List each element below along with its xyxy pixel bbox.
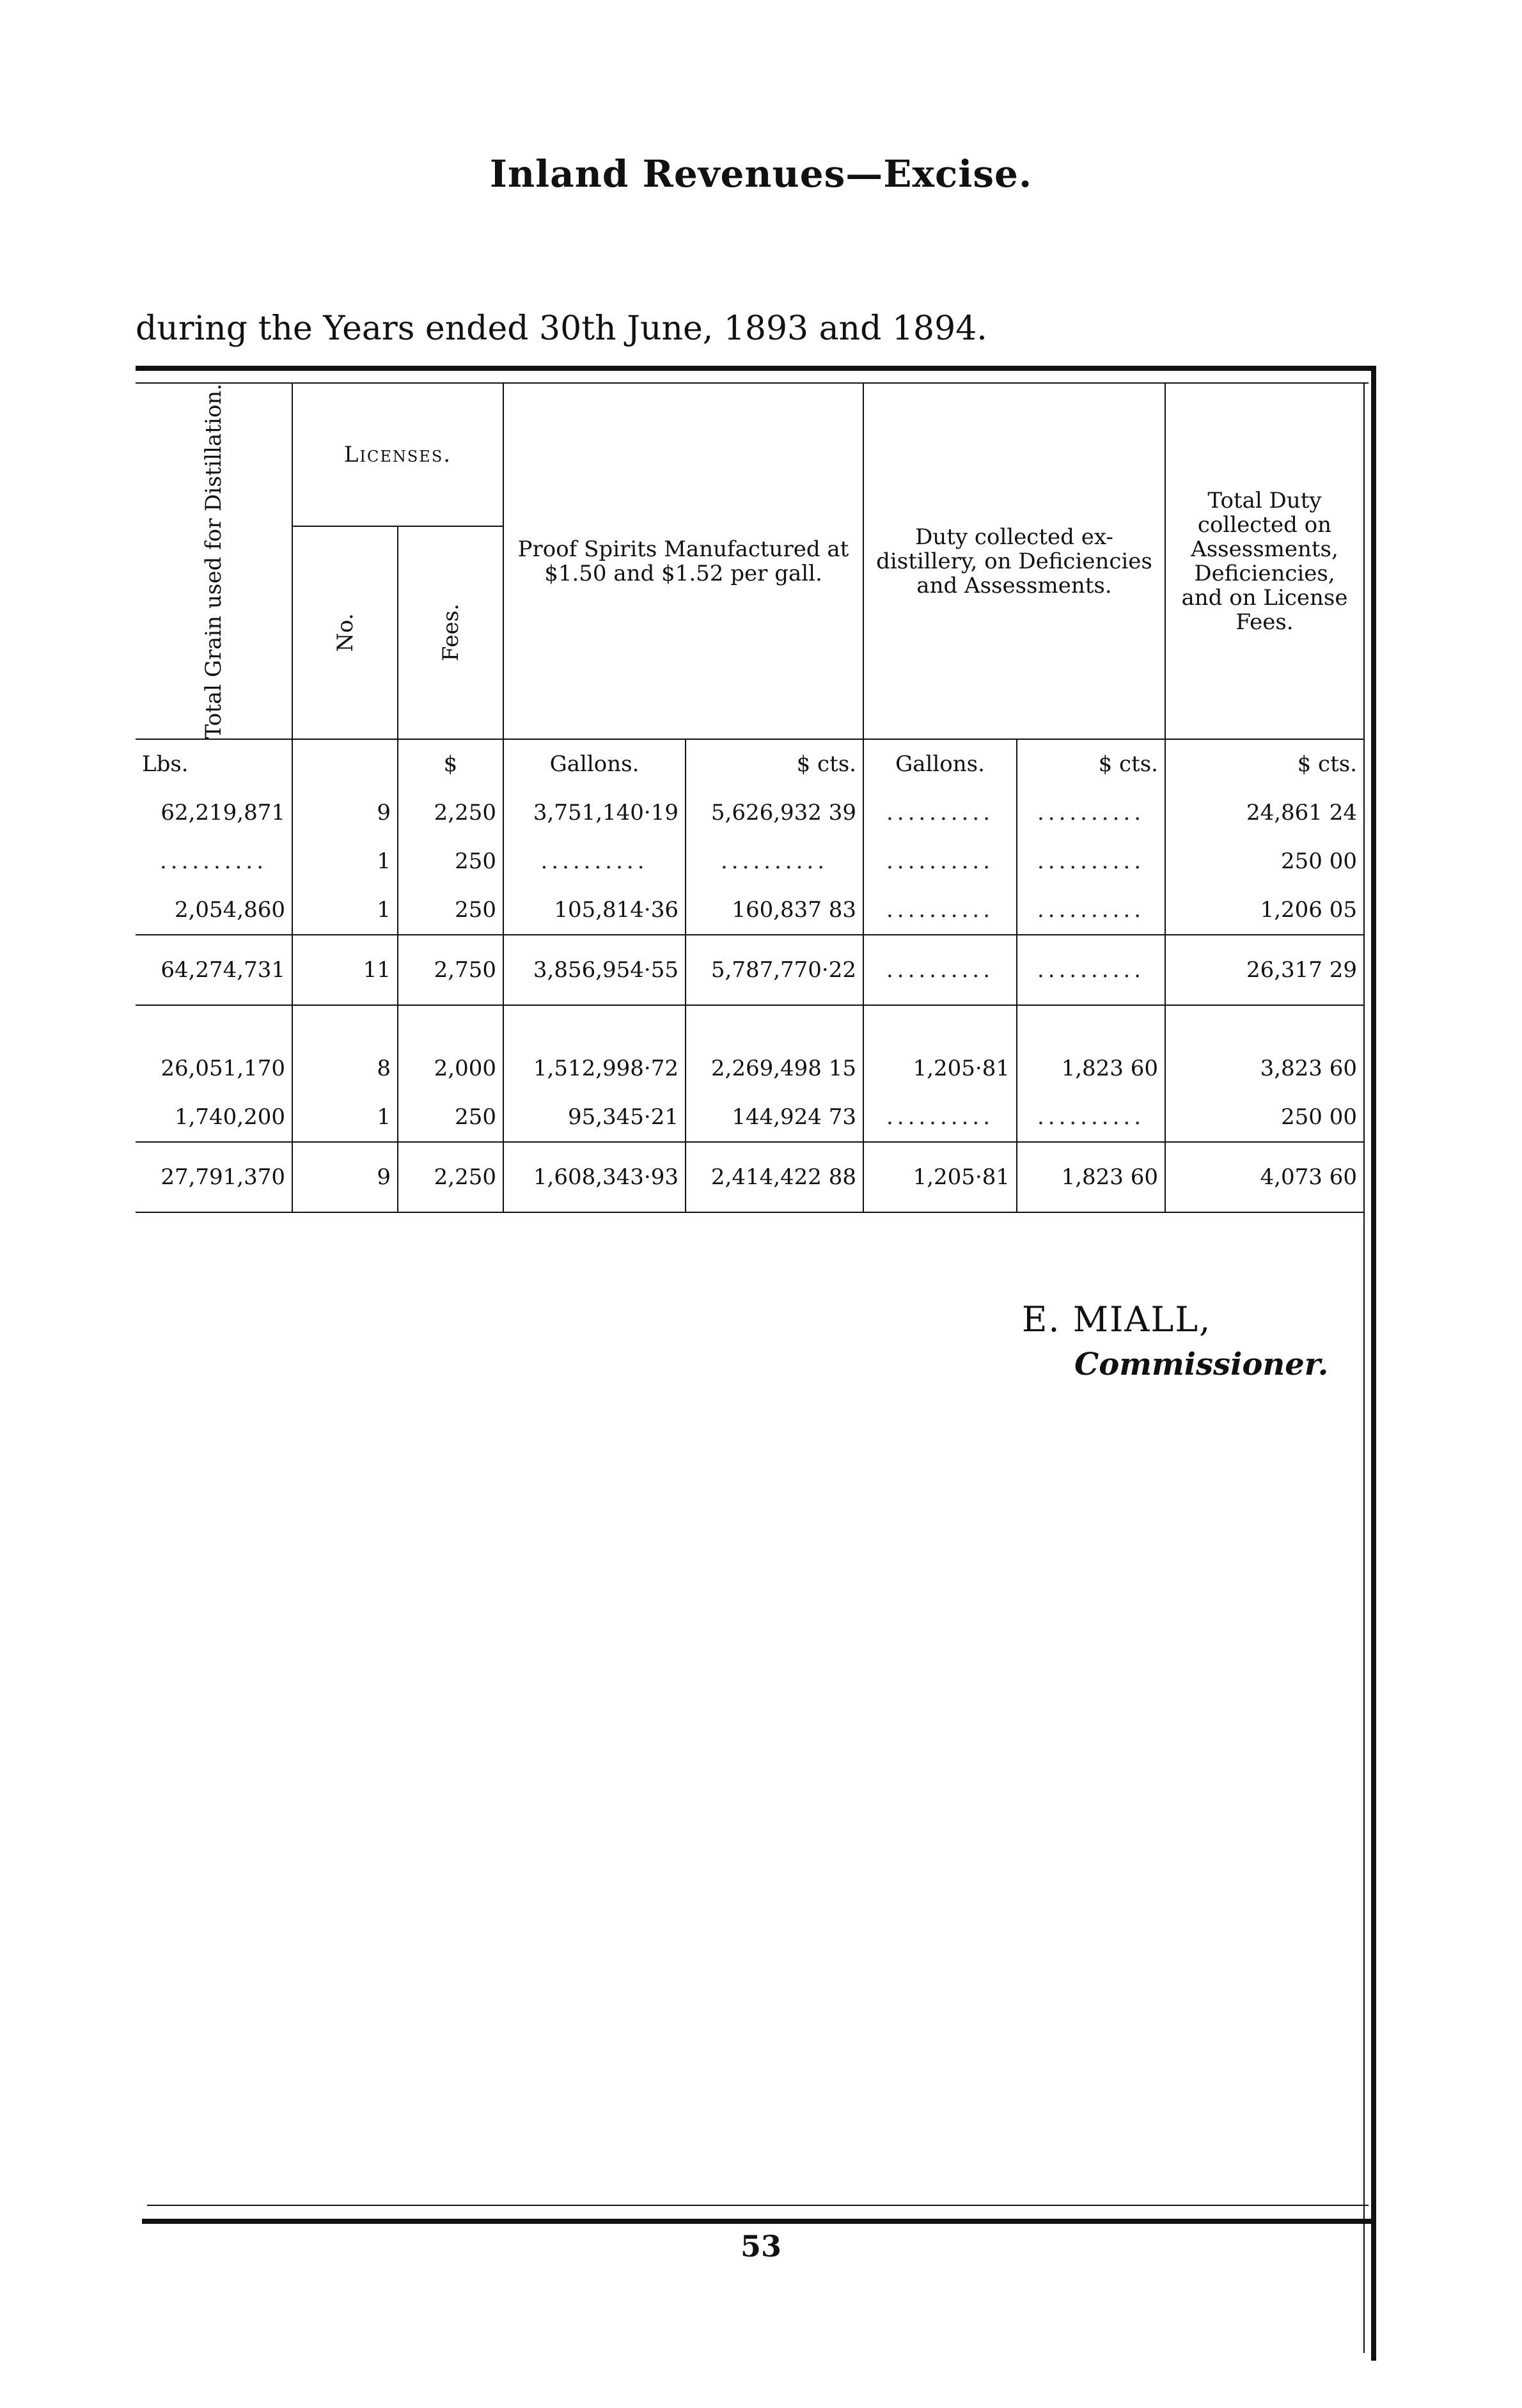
right-rule-thin: [1363, 384, 1365, 2353]
cell-no: 1: [292, 1093, 398, 1142]
cell-no: 9: [292, 1142, 398, 1212]
total-row-1893: [136, 935, 1363, 1005]
section-gap: [136, 1005, 1363, 1044]
table-row: [136, 837, 1363, 886]
page-number: 53: [740, 2229, 781, 2263]
cell-gallons: 105,814·36: [503, 886, 686, 935]
grain-header-text: Total Grain used for Distillation.: [201, 384, 226, 739]
cell-dollars: 5,626,932 39: [686, 788, 863, 837]
page-title: Inland Revenues—Excise.: [489, 152, 1033, 196]
cell-dollars: 160,837 83: [686, 886, 863, 935]
cell-duty-gallons: ..........: [863, 935, 1017, 1005]
cell-gallons: 95,345·21: [503, 1093, 686, 1142]
cell-grain: 26,051,170: [161, 1056, 285, 1082]
gap-cell: [503, 1005, 686, 1044]
gap-cell: [1165, 1005, 1363, 1044]
total-duty-header: Total Duty collected on Assessments, Deficiencies, and on License Fees.: [1165, 384, 1363, 739]
cell-fees: 2,750: [398, 935, 503, 1005]
cell-dollars: 144,924 73: [686, 1093, 863, 1142]
unit-duty-gallons: Gallons.: [863, 739, 1017, 788]
unit-dollars: $ cts.: [686, 739, 863, 788]
cell-duty-gallons: ..........: [863, 837, 1017, 886]
cell-duty-dollars: ..........: [1017, 886, 1165, 935]
cell-gallons: 3,856,954·55: [503, 935, 686, 1005]
top-rule: [136, 366, 1376, 371]
cell-duty-gallons: ..........: [863, 886, 1017, 935]
cell-total: 3,823 60: [1165, 1044, 1363, 1093]
units-row: [136, 739, 1363, 788]
cell-fees: 2,250: [398, 788, 503, 837]
cell-duty-gallons: 1,205·81: [863, 1142, 1017, 1212]
cell-total: 4,073 60: [1165, 1142, 1363, 1212]
cell-grain: 2,054,860: [136, 886, 292, 935]
cell-no: 11: [292, 935, 398, 1005]
unit-no-blank: [292, 739, 398, 788]
fees-header-text: Fees.: [437, 604, 464, 662]
cell-fees: 250: [398, 837, 503, 886]
no-header-text: No.: [332, 613, 358, 652]
cell-fees: 2,000: [398, 1044, 503, 1093]
duty-collected-header: Duty collected ex-distillery, on Deficiencies and Assessments.: [863, 384, 1165, 739]
gap-cell: [1017, 1005, 1165, 1044]
unit-lbs: Lbs.: [142, 751, 189, 778]
cell-duty-gallons: ..........: [863, 1093, 1017, 1142]
cell-total: 250 00: [1165, 1093, 1363, 1142]
licenses-header: Licenses.: [292, 384, 503, 526]
total-row-1894: [136, 1142, 1363, 1212]
cell-grain: 62,219,871: [161, 800, 285, 826]
table-row: [136, 1093, 1363, 1142]
bottom-rule-thin: [147, 2205, 1369, 2206]
proof-spirits-header: Proof Spirits Manufactured at $1.50 and $1.52 per gall.: [503, 384, 863, 739]
no-header: [292, 526, 398, 740]
unit-duty-dollars: $ cts.: [1017, 739, 1165, 788]
gap-cell: [292, 1005, 398, 1044]
table-row: [136, 788, 1363, 837]
cell-duty-gallons: 1,205·81: [863, 1044, 1017, 1093]
fees-header: [398, 526, 503, 740]
cell-dollars: 2,414,422 88: [686, 1142, 863, 1212]
table-row: [136, 886, 1363, 935]
gap-cell: [686, 1005, 863, 1044]
gap-cell: [398, 1005, 503, 1044]
cell-gallons: ..........: [503, 837, 686, 886]
cell-no: 9: [292, 788, 398, 837]
table-row: [136, 1044, 1363, 1093]
grain-header: [136, 384, 292, 739]
cell-dollars: 5,787,770·22: [686, 935, 863, 1005]
unit-gallons: Gallons.: [503, 739, 686, 788]
cell-duty-dollars: ..........: [1017, 837, 1165, 886]
cell-total: 26,317 29: [1165, 935, 1363, 1005]
cell-grain: ..........: [159, 848, 268, 875]
right-rule: [1371, 366, 1376, 2361]
cell-dollars: ..........: [686, 837, 863, 886]
cell-total: 24,861 24: [1165, 788, 1363, 837]
cell-total: 1,206 05: [1165, 886, 1363, 935]
unit-total-dollars: $ cts.: [1165, 739, 1363, 788]
cell-no: 1: [292, 886, 398, 935]
cell-total: 250 00: [1165, 837, 1363, 886]
cell-fees: 250: [398, 1093, 503, 1142]
cell-no: 1: [292, 837, 398, 886]
cell-grain: 1,740,200: [136, 1093, 292, 1142]
cell-duty-dollars: ..........: [1017, 788, 1165, 837]
gap-cell: [136, 1005, 292, 1044]
cell-duty-dollars: 1,823 60: [1017, 1142, 1165, 1212]
cell-no: 8: [292, 1044, 398, 1093]
cell-grain: 27,791,370: [136, 1142, 292, 1212]
cell-duty-dollars: ..........: [1017, 935, 1165, 1005]
table-subtitle: during the Years ended 30th June, 1893 and 1894.: [136, 309, 987, 348]
excise-table: [136, 384, 1363, 1213]
cell-duty-dollars: ..........: [1017, 1093, 1165, 1142]
cell-gallons: 3,751,140·19: [503, 788, 686, 837]
unit-fees: $: [398, 739, 503, 788]
cell-gallons: 1,512,998·72: [503, 1044, 686, 1093]
cell-fees: 250: [398, 886, 503, 935]
signature-title: Commissioner.: [1074, 1347, 1329, 1382]
cell-gallons: 1,608,343·93: [503, 1142, 686, 1212]
cell-duty-gallons: ..........: [863, 788, 1017, 837]
bottom-rule: [142, 2219, 1376, 2224]
cell-grain: 64,274,731: [136, 935, 292, 1005]
cell-duty-dollars: 1,823 60: [1017, 1044, 1165, 1093]
gap-cell: [863, 1005, 1017, 1044]
cell-fees: 2,250: [398, 1142, 503, 1212]
signature-name: E. MIALL,: [1022, 1299, 1212, 1340]
cell-dollars: 2,269,498 15: [686, 1044, 863, 1093]
